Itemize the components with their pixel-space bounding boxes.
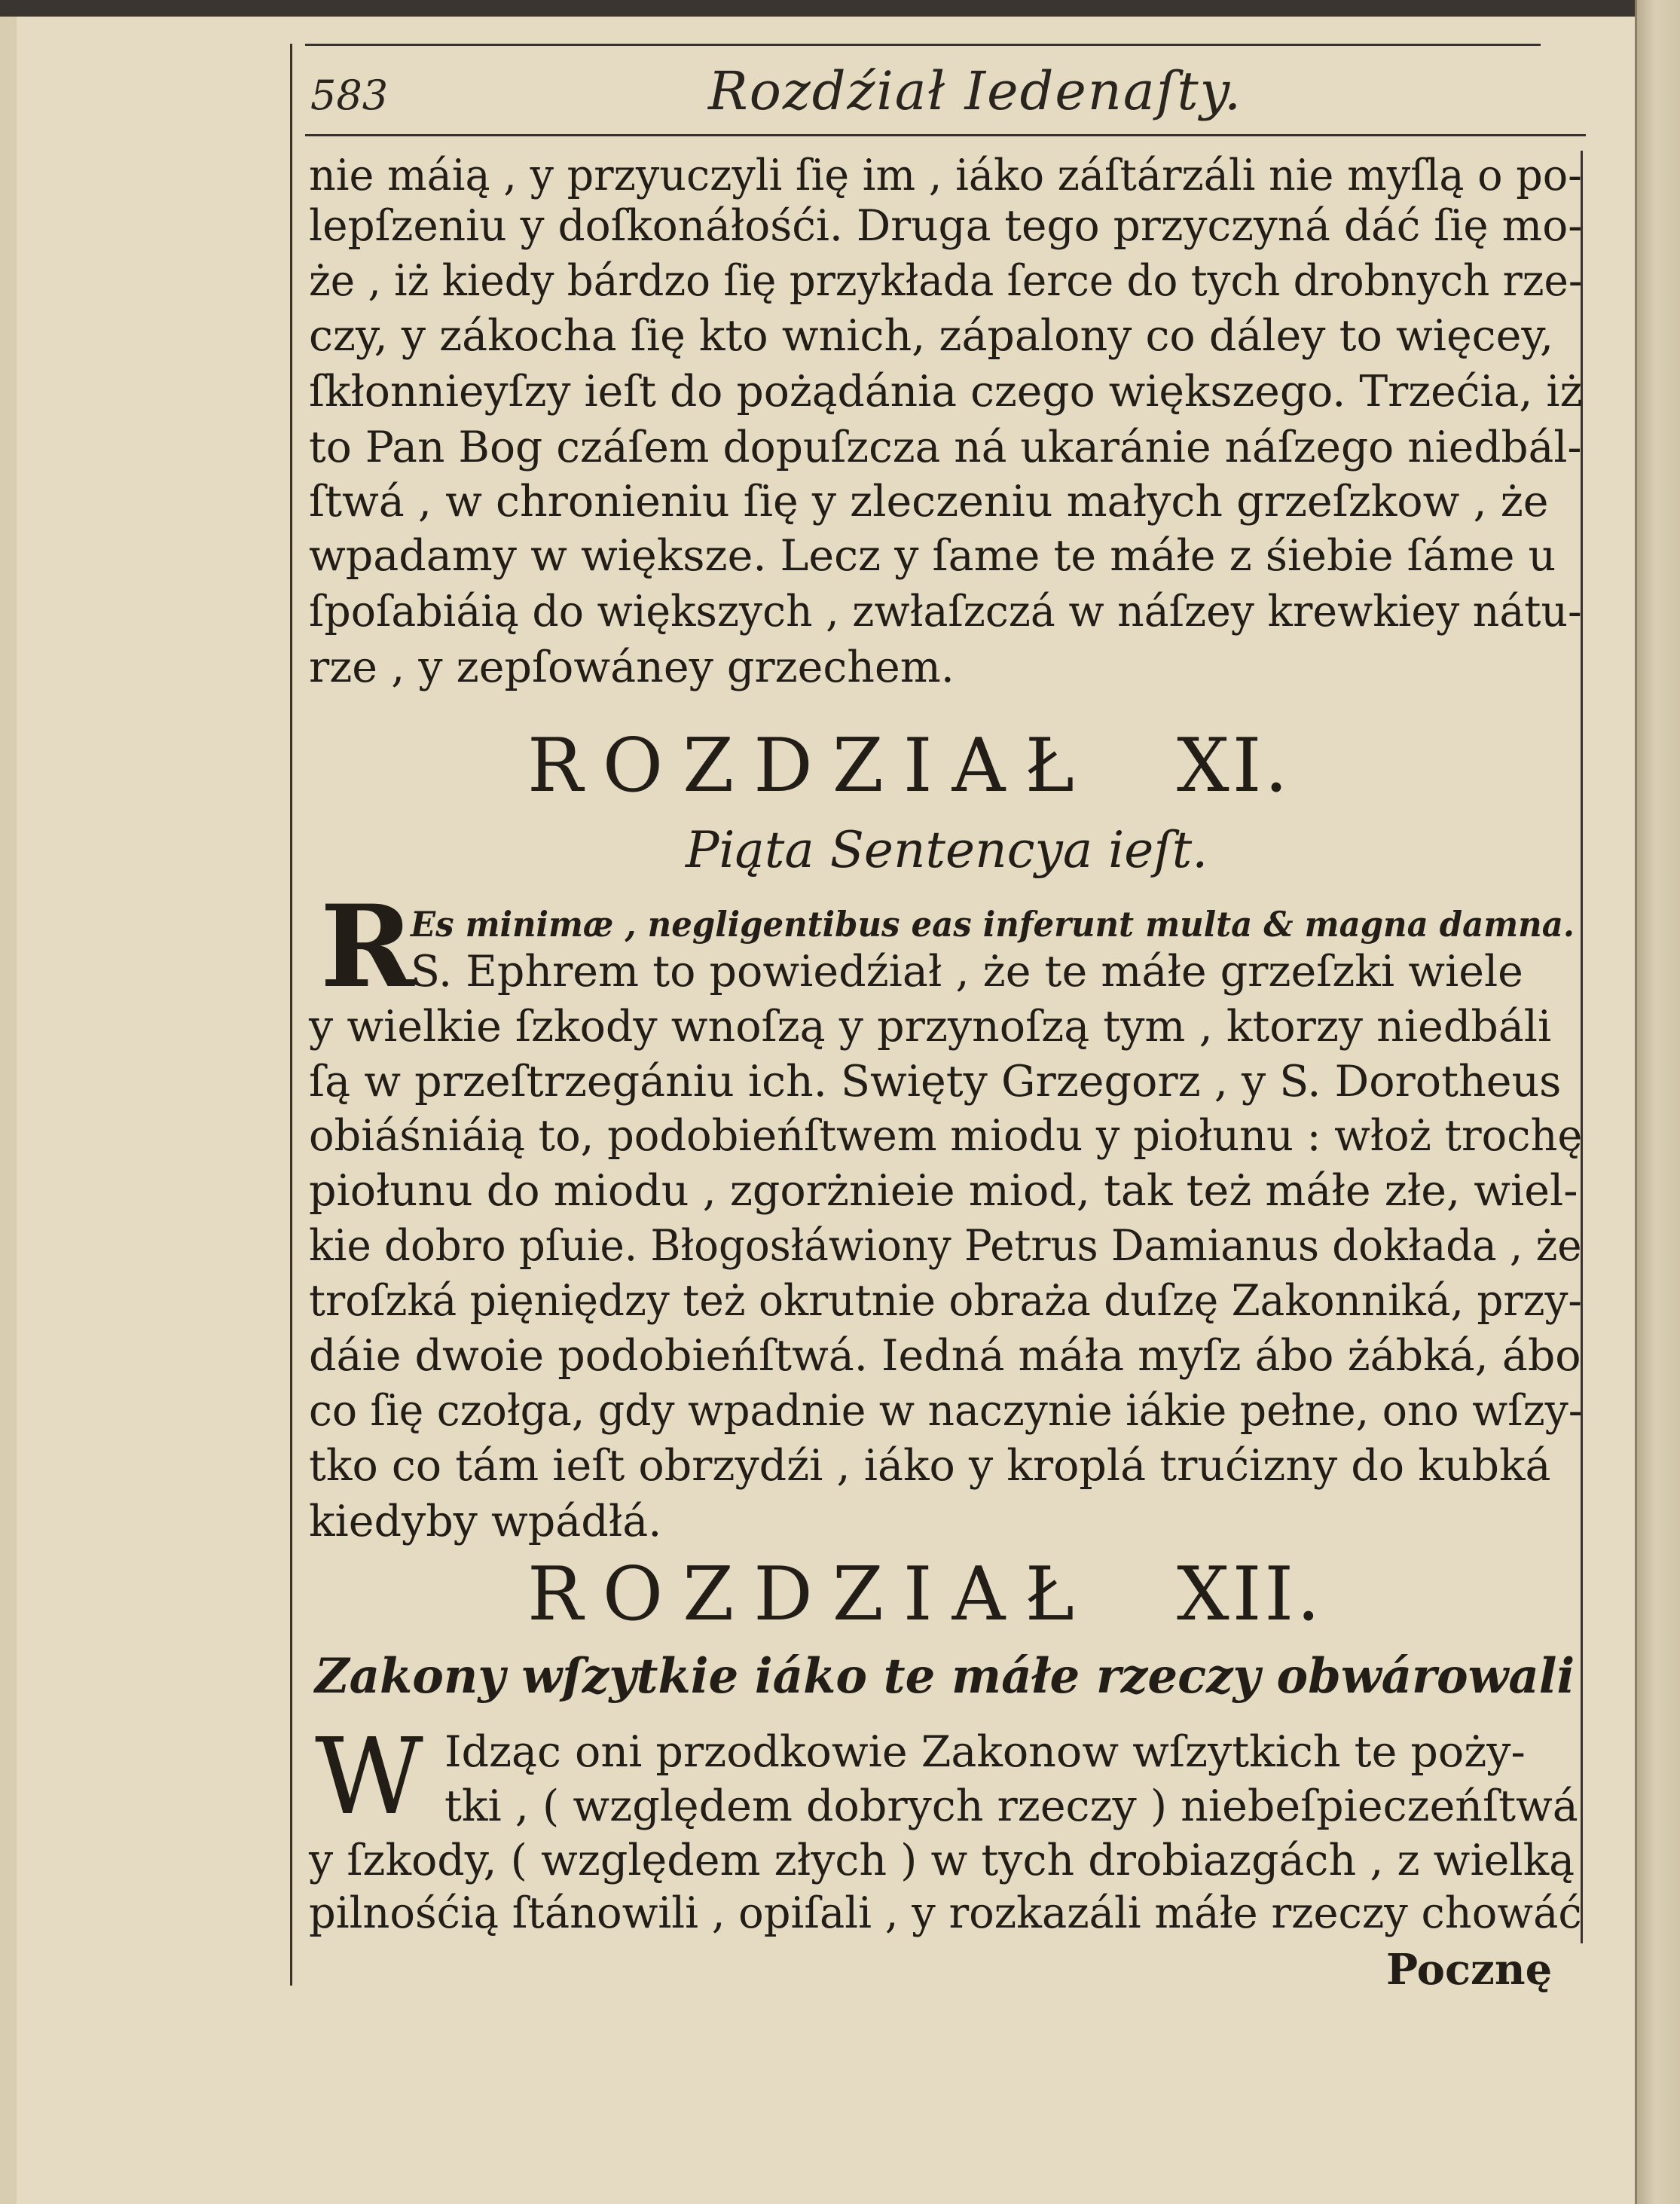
text-frame-right: [1581, 151, 1583, 1943]
text-line: kiedyby wpádłá.: [309, 1497, 662, 1546]
catchword: Pocznę: [1386, 1945, 1553, 1995]
text-line: ſkłonnieyſzy ieſt do pożądánia czego większego. Trzećia, iż: [309, 367, 1583, 417]
text-line: tki , ( względem dobrych rzeczy ) niebeſpieczeńſtwá: [444, 1781, 1578, 1831]
chapter-11-heading: [527, 723, 1431, 809]
latin-sentence: Es minimæ , negligentibus eas inferunt multa & magna damna.: [411, 904, 1575, 945]
text-line: pilnośćią ſtánowili , opiſali , y rozkazáli máłe rzeczy chowáć: [309, 1888, 1582, 1938]
text-line: to Pan Bog czáſem dopuſzcza ná ukaránie náſzego niedbál-: [309, 423, 1582, 472]
chapter-12-heading: [527, 1552, 1431, 1638]
chapter-label: ROZDZIAŁ: [527, 1552, 1094, 1638]
text-line: nie máią , y przyuczyli ſię im , iáko záſtárzáli nie myſlą o po-: [309, 151, 1582, 200]
drop-cap: R: [320, 881, 414, 1013]
text-line: piołunu do miodu , zgorżnieie miod, tak też máłe złe, wiel-: [309, 1166, 1578, 1216]
running-head: Rozdźiał Iedenaſty.: [708, 60, 1243, 122]
chapter-number: XI.: [1176, 723, 1291, 809]
text-line: kie dobro pſuie. Błogosłáwiony Petrus Damianus dokłada , że: [309, 1221, 1582, 1271]
text-line: Idząc oni przodkowie Zakonow wſzytkich te poży-: [444, 1727, 1526, 1777]
header-rule: [305, 134, 1586, 136]
chapter-number: XII.: [1176, 1552, 1324, 1638]
scan-edge: [0, 0, 1680, 17]
text-line: obiáśniáią to, podobieńſtwem miodu y piołunu : włoż trochę: [309, 1111, 1583, 1161]
text-line: co ſię czołga, gdy wpadnie w naczynie iákie pełne, ono wſzy-: [309, 1386, 1583, 1436]
drop-cap: W: [315, 1716, 423, 1839]
adjacent-page-edge: [1635, 0, 1680, 2204]
text-line: dáie dwoie podobieńſtwá. Iedná máła myſz ábo żábká, ábo: [309, 1331, 1581, 1381]
text-line: tko co tám ieſt obrzydźi , iáko y kroplá trućizny do kubká: [309, 1441, 1551, 1491]
text-line: ſtwá , w chronieniu ſię y zleczeniu małych grzeſzkow , że: [309, 477, 1549, 527]
text-line: ſpoſabiáią do większych , zwłaſzczá w náſzey krewkiey nátu-: [309, 587, 1582, 636]
text-line: troſzká pięniędzy też okrutnie obraża duſzę Zakonniká, przy-: [309, 1276, 1582, 1326]
chapter-label: ROZDZIAŁ: [527, 723, 1094, 809]
text-line: ſą w przeſtrzegániu ich. Swięty Grzegorz , y S. Dorotheus: [309, 1057, 1562, 1107]
text-line: czy, y zákocha ſię kto wnich, zápalony co dáley to więcey,: [309, 311, 1554, 361]
text-line: y ſzkody, ( względem złych ) w tych drobiazgách , z wielką: [309, 1836, 1575, 1885]
chapter-11-subtitle: Piąta Sentencya ieſt.: [686, 821, 1208, 879]
text-line: lepſzeniu y doſkonáłośći. Druga tego przyczyná dáć ſię mo-: [309, 201, 1583, 251]
page-number: 583: [310, 72, 389, 119]
text-line: rze , y zepſowáney grzechem.: [309, 643, 955, 692]
text-line: że , iż kiedy bárdzo ſię przykłada ſerce do tych drobnych rze-: [309, 256, 1583, 306]
text-line: S. Ephrem to powiedźiał , że te máłe grzeſzki wiele: [411, 947, 1523, 997]
text-line: y wielkie ſzkody wnoſzą y przynoſzą tym , ktorzy niedbáli: [309, 1002, 1552, 1052]
text-line: wpadamy w większe. Lecz y ſame te máłe z śiebie ſáme u: [309, 531, 1556, 581]
chapter-12-subtitle: Zakony wſzytkie iáko te máłe rzeczy obwárowali: [315, 1648, 1575, 1705]
